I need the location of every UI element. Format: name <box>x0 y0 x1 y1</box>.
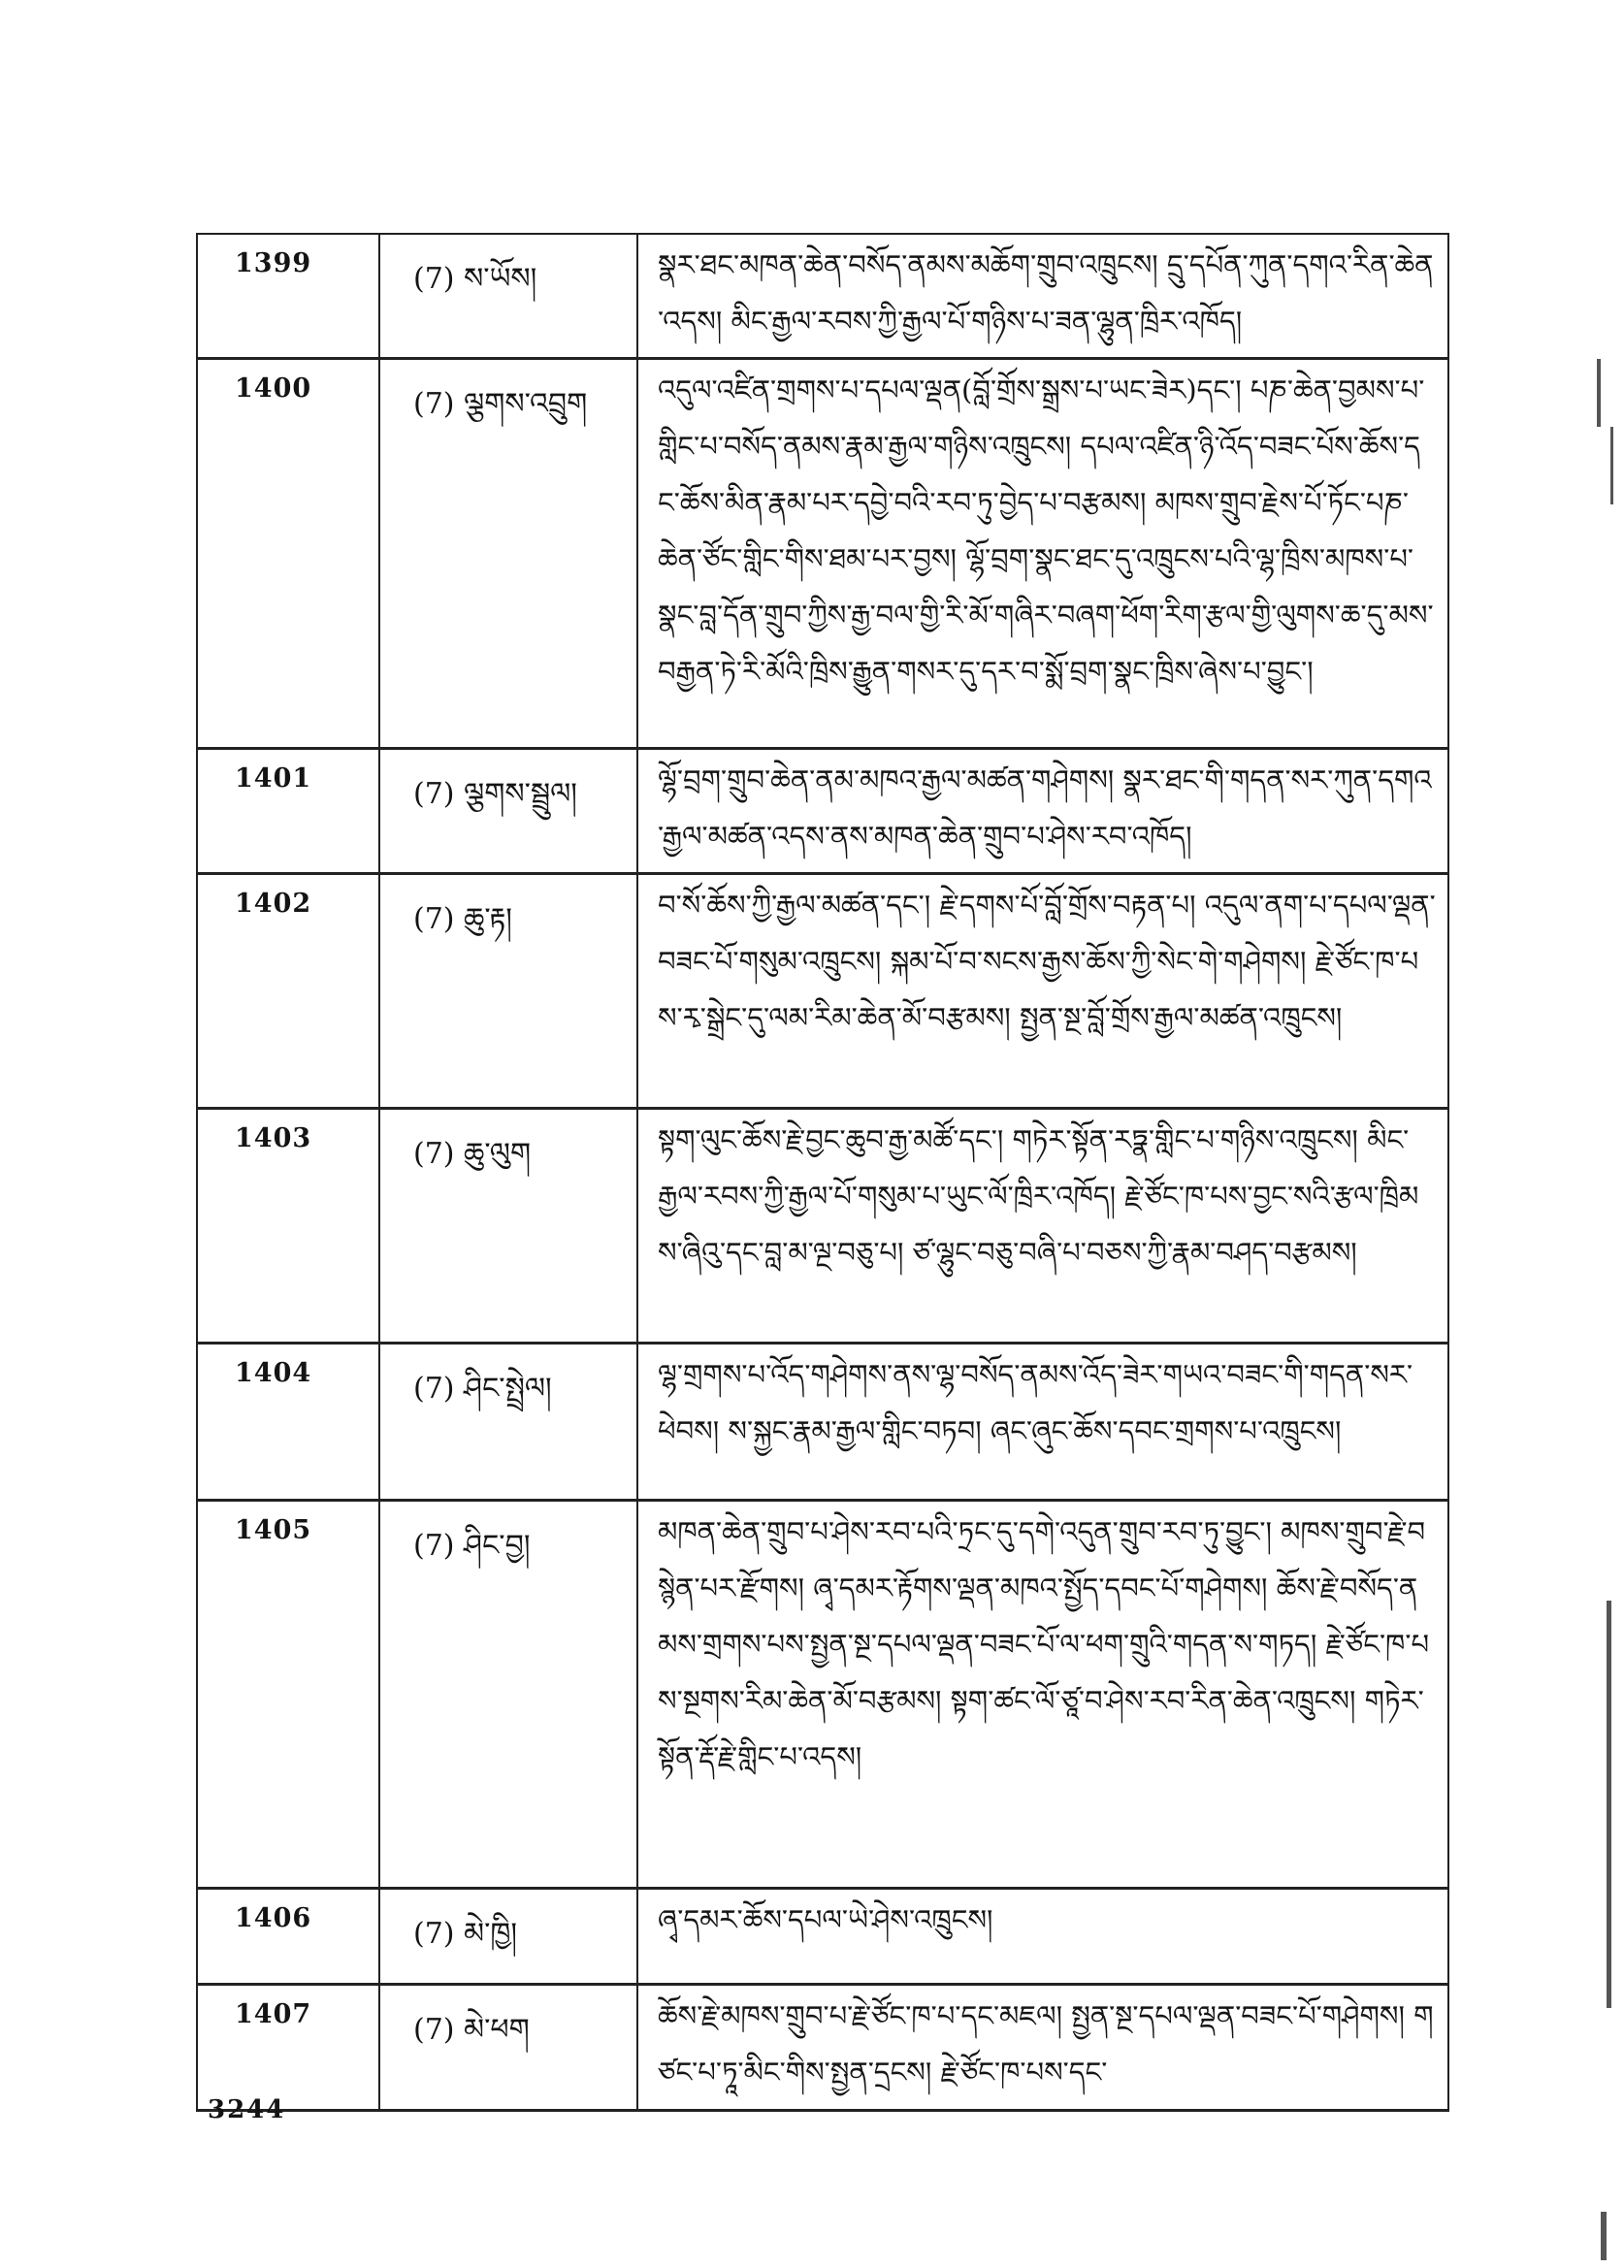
scan-edge-mark <box>1607 1601 1611 2008</box>
entry-year-term: (7) མེ་ཁྱི། <box>379 1889 637 1985</box>
entry-year-term: (7) ས་ཡོས། <box>379 234 637 359</box>
table-row <box>197 874 1448 1109</box>
entry-number: 1406 <box>197 1889 379 1985</box>
entry-number: 1401 <box>197 749 379 874</box>
entry-year-term: (7) མེ་ཕག <box>379 1985 637 2111</box>
entry-number: 1405 <box>197 1501 379 1889</box>
entry-description: བ་སོ་ཆོས་ཀྱི་རྒྱལ་མཚན་དང་། རྗེ་དགས་པོ་བློ་གྲོས་བརྟན་པ། འདུལ་ནག་པ་དཔལ་ལྡན་བཟང་པོ་གསུམ་འཁྲུངས། སྐམ་པོ་བ་སངས་རྒྱས་ཆོས་ཀྱི་སེང་གེ་གཤེགས། རྗེ་ཙོང་ཁ་པས་རྭ་སྒྲེང་དུ་ལམ་རིམ་ཆེན་མོ་བརྩམས། སྤྱན་སྔ་བློ་གྲོས་རྒྱལ་མཚན་འཁྲུངས། <box>637 874 1448 1109</box>
entry-year-term: (7) ཆུ་ལུག <box>379 1109 637 1344</box>
table-row <box>197 1344 1448 1501</box>
table-row <box>197 1889 1448 1985</box>
entry-number: 1400 <box>197 359 379 749</box>
entry-year-term: (7) ཆུ་རྟ། <box>379 874 637 1109</box>
scan-edge-mark <box>1601 2212 1607 2260</box>
table-row <box>197 1985 1448 2111</box>
entry-number: 1404 <box>197 1344 379 1501</box>
table-row <box>197 234 1448 359</box>
table-row <box>197 359 1448 749</box>
entry-description: ལྷོ་བྲག་གྲུབ་ཆེན་ནམ་མཁའ་རྒྱལ་མཚན་གཤེགས། སྣར་ཐང་གི་གདན་སར་ཀུན་དགའ་རྒྱལ་མཚན་འདས་ནས་མཁན་ཆེན་གྲུབ་པ་ཤེས་རབ་འཁོད། <box>637 749 1448 874</box>
table-row <box>197 749 1448 874</box>
entry-year-term: (7) ཤིང་སྤྲེལ། <box>379 1344 637 1501</box>
scan-edge-mark <box>1610 427 1613 504</box>
entry-description: ཞྭ་དམར་ཆོས་དཔལ་ཡེ་ཤེས་འཁྲུངས། <box>637 1889 1448 1985</box>
table-row <box>197 1501 1448 1889</box>
entry-year-term: (7) ཤིང་བྱ། <box>379 1501 637 1889</box>
entry-description: ལྷ་གྲགས་པ་འོད་གཤེགས་ནས་ལྷ་བསོད་ནམས་འོད་ཟེར་གཡའ་བཟང་གི་གདན་སར་ཕེབས། ས་སྐྱང་རྣམ་རྒྱལ་གླིང་བཏབ། ཞང་ཞུང་ཆོས་དབང་གྲགས་པ་འཁྲུངས། <box>637 1344 1448 1501</box>
entry-description: སྣར་ཐང་མཁན་ཆེན་བསོད་ནམས་མཆོག་གྲུབ་འཁྲུངས། དྲུ་དཔོན་ཀུན་དགའ་རིན་ཆེན་འདས། མིང་རྒྱལ་རབས་ཀྱི་རྒྱལ་པོ་གཉིས་པ་ཟན་ལྷུན་ཁྲིར་འཁོད། <box>637 234 1448 359</box>
chronology-table <box>196 233 1449 2112</box>
scan-edge-mark <box>1597 359 1601 427</box>
entry-number: 1407 <box>197 1985 379 2111</box>
page-number: 3244 <box>208 2095 286 2124</box>
entry-description: མཁན་ཆེན་གྲུབ་པ་ཤེས་རབ་པའི་ཏྲང་དུ་དགེ་འདུན་གྲུབ་རབ་ཏུ་བྱུང་། མཁས་གྲུབ་རྗེ་བསྙེན་པར་རྫོགས། ཞྭ་དམར་རྟོགས་ལྡན་མཁའ་སྤྱོད་དབང་པོ་གཤེགས། ཆོས་རྗེ་བསོད་ནམས་གྲགས་པས་སྤྱན་སྔ་དཔལ་ལྡན་བཟང་པོ་ལ་ཕག་གྲུའི་གདན་ས་གཏད། རྗེ་ཙོང་ཁ་པས་སྔགས་རིམ་ཆེན་མོ་བརྩམས། སྟག་ཚང་ལོ་ཙཱ་བ་ཤེས་རབ་རིན་ཆེན་འཁྲུངས། གཏེར་སྟོན་རྡོ་རྗེ་གླིང་པ་འདས། <box>637 1501 1448 1889</box>
entry-description: འདུལ་འཛིན་གྲགས་པ་དཔལ་ལྡན(བློ་གྲོས་སྒྲས་པ་ཡང་ཟེར)དང་། པཎ་ཆེན་བྱམས་པ་གླིང་པ་བསོད་ནམས་རྣམ་རྒྱལ་གཉིས་འཁྲུངས། དཔལ་འཛིན་ཉི་འོད་བཟང་པོས་ཆོས་དང་ཆོས་མིན་རྣམ་པར་དབྱེ་བའི་རབ་ཏུ་བྱེད་པ་བརྩམས། མཁས་གྲུབ་རྗེས་པོ་ཏོང་པཎ་ཆེན་ཙོང་གླིང་གིས་ཐམ་པར་བྱས། ལྷོ་བྲག་སྣང་ཐང་དུ་འཁྲུངས་པའི་ལྷ་ཁྲིས་མཁས་པ་སྣང་བླ་དོན་གྲུབ་ཀྱིས་རྒྱ་བལ་གྱི་རི་མོ་གཞིར་བཞག་ཕོག་རིག་རྩལ་གྱི་ལུགས་ཆ་དུ་མས་བརྒྱན་ཏེ་རི་མོའི་ཁྲིས་རྒྱུན་གསར་དུ་དར་བ་སྨོ་བྲག་སྣང་ཁྲིས་ཞེས་པ་བྱུང་། <box>637 359 1448 749</box>
entry-number: 1402 <box>197 874 379 1109</box>
entry-description: སྟག་ལུང་ཆོས་རྗེ་བྱང་ཆུབ་རྒྱ་མཚོ་དང་། གཏེར་སྟོན་རཏྣ་གླིང་པ་གཉིས་འཁྲུངས། མིང་རྒྱལ་རབས་ཀྱི་རྒྱལ་པོ་གསུམ་པ་ཡུང་ལོ་ཁྲིར་འཁོད། རྗེ་ཙོང་ཁ་པས་བྱང་སའི་རྩལ་ཁྲིམས་ཞིའུ་དང་བླ་མ་ལྔ་བཅུ་པ། ཙ་ལྷུང་བཅུ་བཞི་པ་བཅས་ཀྱི་རྣམ་བཤད་བརྩམས། <box>637 1109 1448 1344</box>
entry-number: 1403 <box>197 1109 379 1344</box>
table-row <box>197 1109 1448 1344</box>
entry-description: ཆོས་རྗེ་མཁས་གྲུབ་པ་རྗེ་ཙོང་ཁ་པ་དང་མཇལ། སྤྱན་སྔ་དཔལ་ལྡན་བཟང་པོ་གཤེགས། གཙང་པ་ཏཱ་མིང་གིས་སྤྱན་དྲངས། རྗེ་ཙོང་ཁ་པས་དང་ <box>637 1985 1448 2111</box>
entry-year-term: (7) ལྕགས་སྦྲུལ། <box>379 749 637 874</box>
entry-year-term: (7) ལྕགས་འབྲུག <box>379 359 637 749</box>
entry-number: 1399 <box>197 234 379 359</box>
